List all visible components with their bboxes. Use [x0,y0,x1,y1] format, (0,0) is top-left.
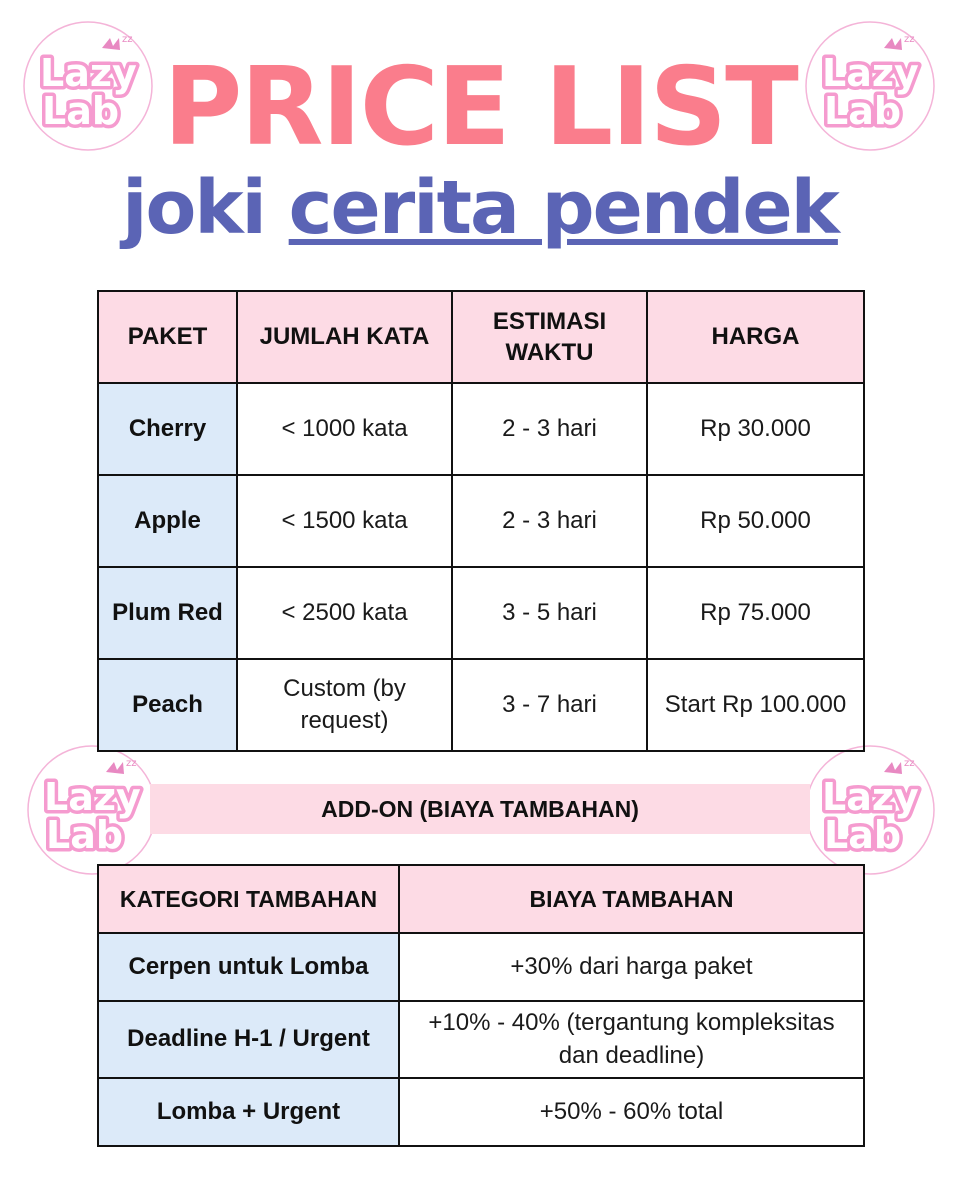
logo-line2: Lab [42,89,120,133]
logo-line1: Lazy [822,775,919,819]
table-row [98,1001,864,1078]
harga: Rp 75.000 [647,567,864,659]
biaya-value [399,1001,864,1078]
crown-icon [884,762,902,774]
estimasi-waktu: 2 - 3 hari [452,475,647,567]
table-row [98,659,864,751]
col-header-harga: HARGA [647,291,864,383]
estimasi-waktu: 3 - 7 hari [452,659,647,751]
col-header-estimasi-waktu [452,291,647,383]
table-row [98,383,864,475]
kategori-name: Deadline H-1 / Urgent [98,1001,399,1078]
col-header-jumlah-kata: JUMLAH KATA [237,291,452,383]
crown-icon [102,38,120,50]
logo-line2: Lab [46,813,124,857]
page-title: PRICE LIST [163,45,797,170]
jumlah-kata [237,659,452,751]
kategori-name: Cerpen untuk Lomba [98,933,399,1001]
subtitle-underlined: cerita pendek [288,165,838,251]
paket-name: Cherry [98,383,237,475]
table-row [98,933,864,1001]
jumlah-kata: < 2500 kata [237,567,452,659]
addon-banner: ADD-ON (BIAYA TAMBAHAN) [150,784,810,834]
lazy-lab-logo [800,740,940,880]
col-header-paket: PAKET [98,291,237,383]
col-header-kategori: KATEGORI TAMBAHAN [98,865,399,933]
table-row [98,1078,864,1146]
harga: Rp 50.000 [647,475,864,567]
logo-line1: Lazy [44,775,141,819]
crown-icon [884,38,902,50]
table-row [98,567,864,659]
logo-mark: zz [126,758,137,769]
jumlah-kata: < 1500 kata [237,475,452,567]
biaya-value: +30% dari harga paket [399,933,864,1001]
col-header-estimasi-waktu-label: ESTIMASI WAKTU [492,307,607,366]
price-table [97,290,865,752]
logo-line1: Lazy [822,51,919,95]
col-header-biaya: BIAYA TAMBAHAN [399,865,864,933]
logo-mark: zz [904,34,915,45]
lazy-lab-logo [22,740,162,880]
paket-name: Apple [98,475,237,567]
subtitle-plain: joki [122,165,289,251]
paket-name: Plum Red [98,567,237,659]
jumlah-kata-label: Custom (by request) [283,674,406,734]
jumlah-kata: < 1000 kata [237,383,452,475]
addon-table [97,864,865,1147]
harga: Rp 30.000 [647,383,864,475]
logo-line2: Lab [824,89,902,133]
logo-mark: zz [904,758,915,769]
estimasi-waktu: 2 - 3 hari [452,383,647,475]
estimasi-waktu: 3 - 5 hari [452,567,647,659]
logo-line1: Lazy [40,51,137,95]
page-subtitle [0,165,960,251]
crown-icon [106,762,124,774]
paket-name: Peach [98,659,237,751]
table-row [98,475,864,567]
biaya-value-label: +10% - 40% (tergantung kompleksitas dan deadline) [428,1009,835,1069]
harga: Start Rp 100.000 [647,659,864,751]
biaya-value: +50% - 60% total [399,1078,864,1146]
logo-line2: Lab [824,813,902,857]
logo-mark: zz [122,34,133,45]
kategori-name: Lomba + Urgent [98,1078,399,1146]
